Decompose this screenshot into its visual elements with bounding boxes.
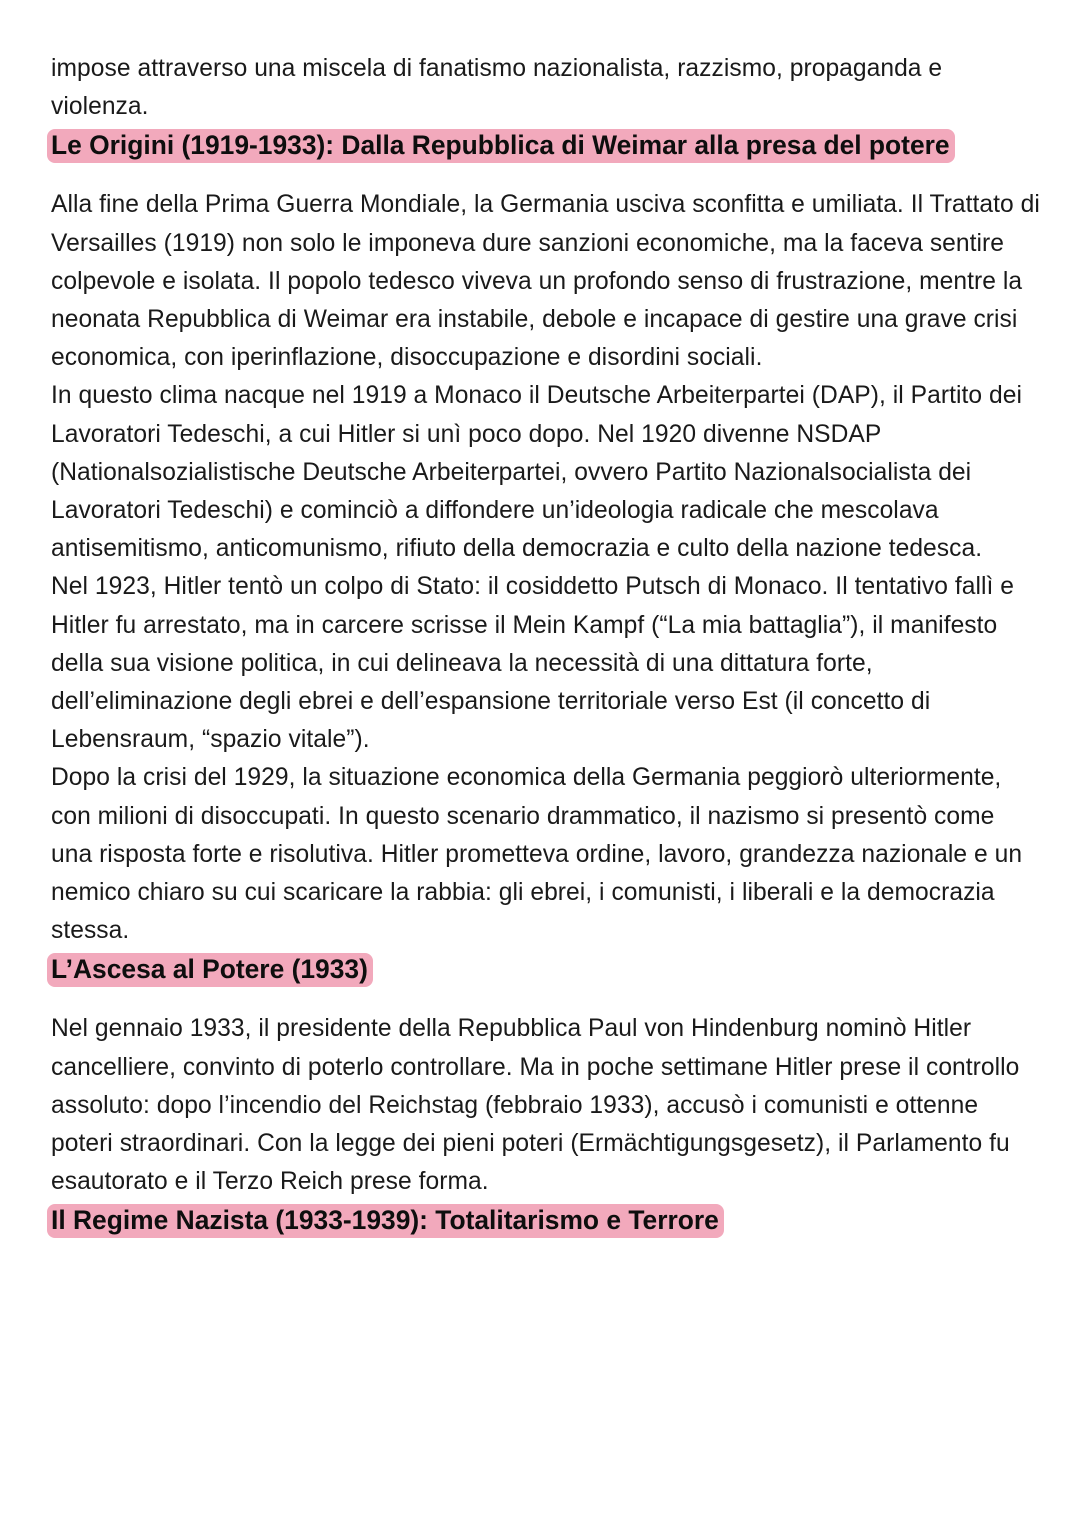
heading-highlight: L’Ascesa al Potere (1933) [47,953,373,987]
section-heading-origins [51,126,1041,164]
paragraph-rise-1: Nel gennaio 1933, il presidente della Repubblica Paul von Hindenburg nominò Hitler cancelliere, convinto di poterlo controllare. Ma in poche settimane Hitler prese il controllo assoluto: dopo l’incendio del Reichstag (febbraio 1933), accusò i comunisti e ottenne poteri straordinari. Con la legge dei pieni poteri (Ermächtigungsgesetz), il Parlamento fu esautorato e il Terzo Reich prese forma. [51,1015,1020,1196]
paragraph-origins-2: In questo clima nacque nel 1919 a Monaco il Deutsche Arbeiterpartei (DAP), il Partito dei Lavoratori Tedeschi, a cui Hitler si unì poco dopo. Nel 1920 divenne NSDAP (Nationalsozialistische Deutsche Arbeiterpartei, ovvero Partito Nazionalsocialista dei Lavoratori Tedeschi) e cominciò a diffondere un’ideologia radicale che mescolava antisemitismo, anticomunismo, rifiuto della democrazia e culto della nazione tedesca. [51,382,1022,563]
paragraph-origins-1: Alla fine della Prima Guerra Mondiale, la Germania usciva sconfitta e umiliata. Il Trattato di Versailles (1919) non solo le imponeva dure sanzioni economiche, ma la faceva sentire colpevole e isolata. Il popolo tedesco viveva un profondo senso di frustrazione, mentre la neonata Repubblica di Weimar era instabile, debole e incapace di gestire una grave crisi economica, con iperinflazione, disoccupazione e disordini sociali. [51,191,1040,372]
heading-highlight: Il Regime Nazista (1933-1939): Totalitarismo e Terrore [47,1204,724,1238]
paragraph-origins-4: Dopo la crisi del 1929, la situazione economica della Germania peggiorò ulteriormente, con milioni di disoccupati. In questo scenario drammatico, il nazismo si presentò come una risposta forte e risolutiva. Hitler prometteva ordine, lavoro, grandezza nazionale e un nemico chiaro su cui scaricare la rabbia: gli ebrei, i comunisti, i liberali e la democrazia stessa. [51,764,1023,945]
section-heading-regime [51,1201,1041,1239]
intro-paragraph: impose attraverso una miscela di fanatismo nazionalista, razzismo, propaganda e violenza. [51,55,943,121]
section-heading-rise [51,950,1041,988]
document-page [51,50,1041,1261]
heading-highlight: Le Origini (1919-1933): Dalla Repubblica di Weimar alla presa del potere [47,129,955,163]
paragraph-origins-3: Nel 1923, Hitler tentò un colpo di Stato: il cosiddetto Putsch di Monaco. Il tentativo fallì e Hitler fu arrestato, ma in carcere scrisse il Mein Kampf (“La mia battaglia”), il manifesto della sua visione politica, in cui delineava la necessità di una dittatura forte, dell’eliminazione degli ebrei e dell’espansione territoriale verso Est (il concetto di Lebensraum, “spazio vitale”). [51,573,1015,754]
